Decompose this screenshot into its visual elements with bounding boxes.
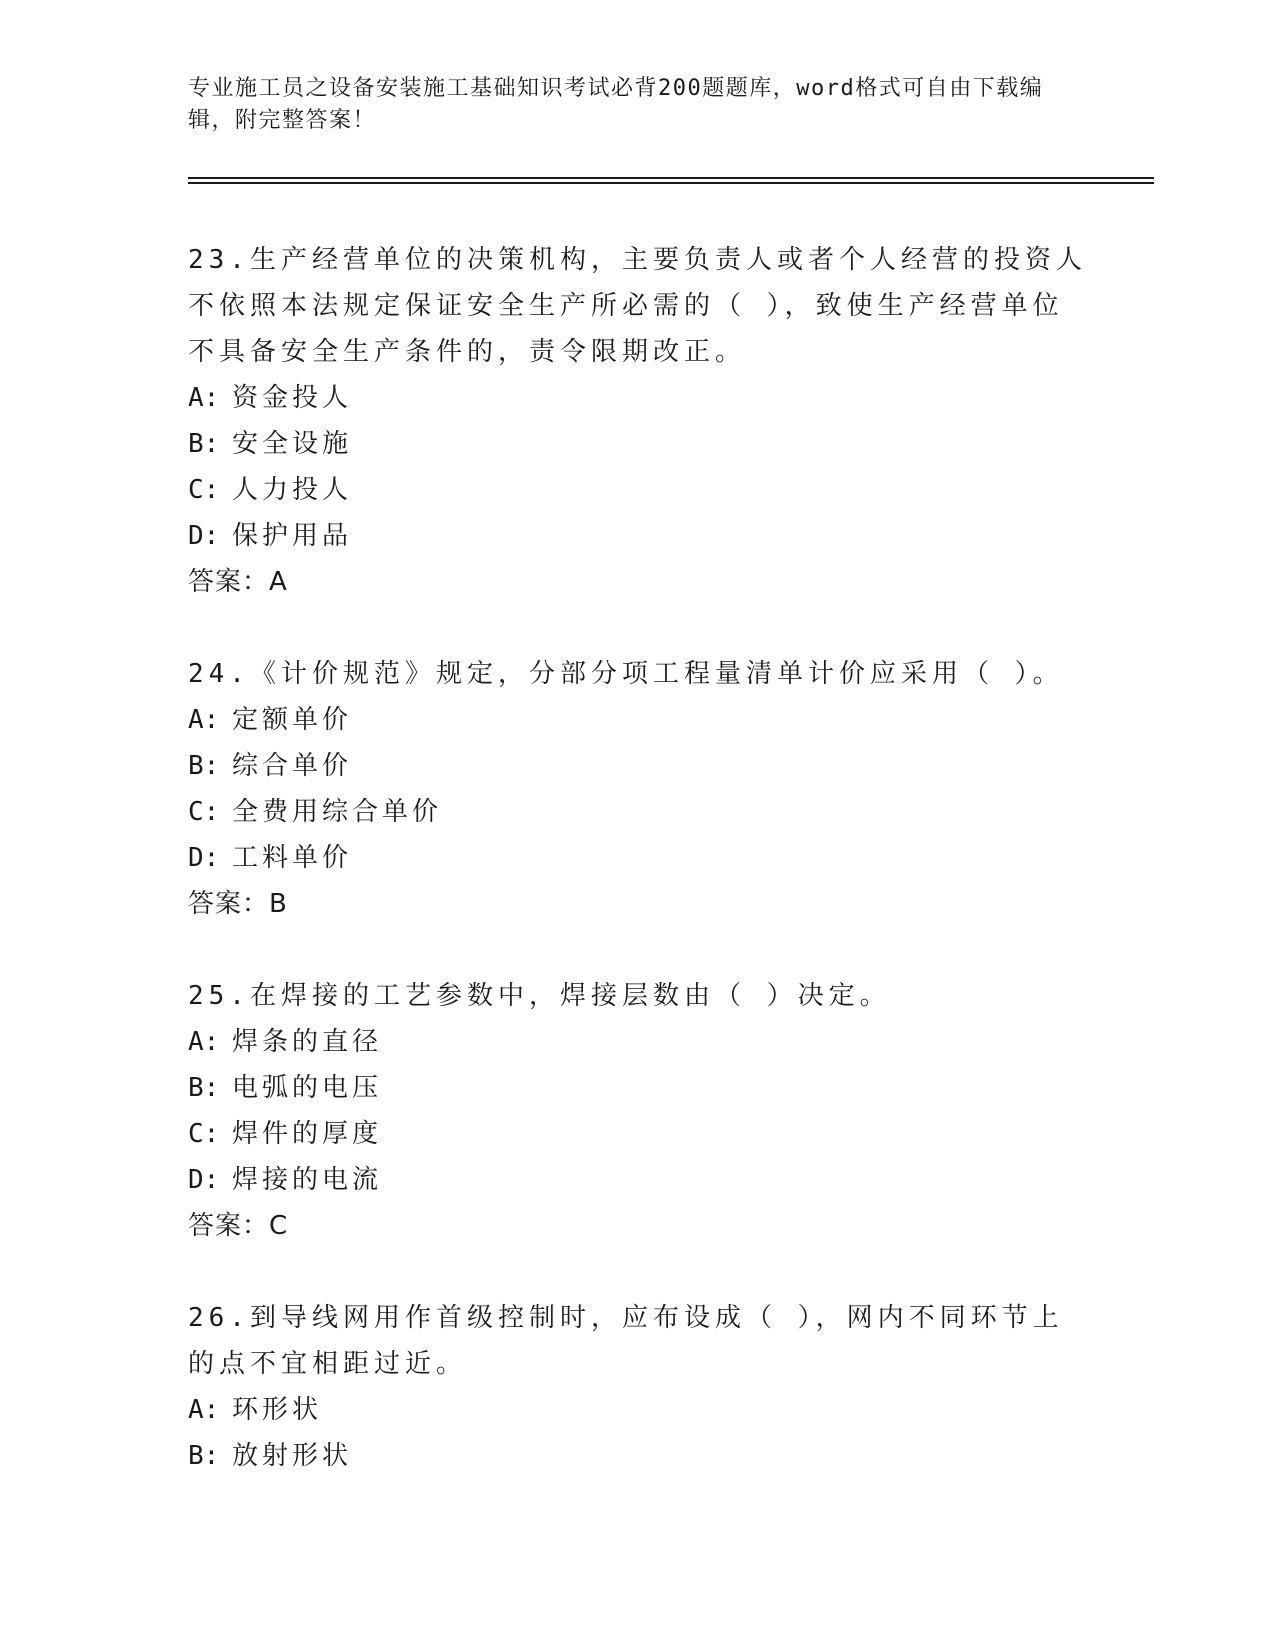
header-divider-top [188,177,1154,179]
option-b [188,1065,1088,1111]
answer-line: 答案：B [188,889,288,919]
option-letter: A: [188,383,220,413]
option-a [188,1387,1088,1433]
option-b [188,421,1088,467]
option-d [188,835,1088,881]
question-text: 24.《计价规范》规定，分部分项工程量清单计价应采用（ ）。 [188,659,1064,689]
option-text: 安全设施 [232,429,353,459]
option-text: 电弧的电压 [232,1073,383,1103]
option-text: 工料单价 [232,843,353,873]
option-text: 焊接的电流 [232,1165,383,1195]
option-b [188,1433,1088,1479]
option-letter: C: [188,1119,220,1149]
option-a [188,697,1088,743]
option-letter: B: [188,1073,220,1103]
option-letter: A: [188,1027,220,1057]
option-a [188,1019,1088,1065]
option-d [188,513,1088,559]
option-letter: B: [188,751,220,781]
question-23 [188,237,1088,605]
option-letter: A: [188,705,220,735]
option-c [188,1111,1088,1157]
document-header [188,73,1068,137]
option-text: 资金投人 [232,383,353,413]
option-letter: D: [188,843,220,873]
option-c [188,789,1088,835]
answer-line: 答案：C [188,1211,289,1241]
option-letter: D: [188,1165,220,1195]
option-text: 人力投人 [232,475,353,505]
option-text: 定额单价 [232,705,353,735]
question-list [188,237,1088,1525]
option-a [188,375,1088,421]
question-text: 26.到导线网用作首级控制时，应布设成（ ），网内不同环节上的点不宜相距过近。 [188,1303,1064,1379]
option-letter: A: [188,1395,220,1425]
option-text: 综合单价 [232,751,353,781]
header-divider-bottom [188,182,1154,184]
question-25 [188,973,1088,1249]
option-letter: B: [188,1441,220,1471]
option-text: 放射形状 [232,1441,353,1471]
option-b [188,743,1088,789]
option-d [188,1157,1088,1203]
document-title: 专业施工员之设备安装施工基础知识考试必背200题题库，word格式可自由下载编辑，附完整答案！ [188,76,1044,133]
option-c [188,467,1088,513]
option-letter: B: [188,429,220,459]
option-text: 焊条的直径 [232,1027,383,1057]
option-text: 保护用品 [232,521,353,551]
option-text: 全费用综合单价 [232,797,443,827]
option-letter: C: [188,475,220,505]
option-letter: C: [188,797,220,827]
answer-line: 答案：A [188,567,288,597]
question-24 [188,651,1088,927]
option-text: 环形状 [232,1395,323,1425]
question-26 [188,1295,1088,1479]
option-letter: D: [188,521,220,551]
question-text: 23.生产经营单位的决策机构，主要负责人或者个人经营的投资人不依照本法规定保证安全生产所必需的（ ），致使生产经营单位不具备安全生产条件的，责令限期改正。 [188,245,1087,367]
question-text: 25.在焊接的工艺参数中，焊接层数由（ ）决定。 [188,981,891,1011]
option-text: 焊件的厚度 [232,1119,383,1149]
